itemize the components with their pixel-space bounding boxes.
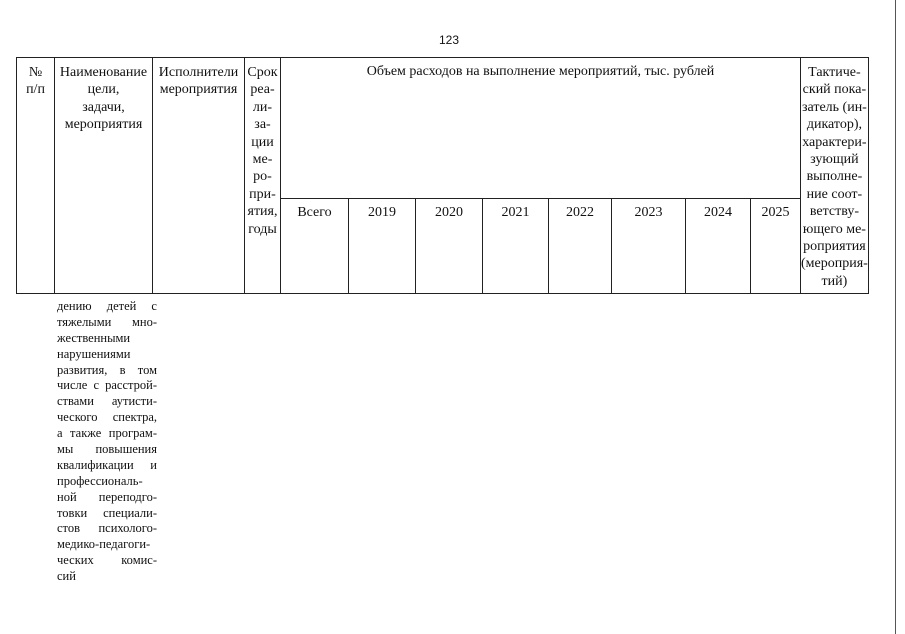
text-line: а также програм- (57, 426, 157, 441)
text-line: ческих комис- (57, 553, 157, 568)
col-volume-header: Объем расходов на выполнение мероприятий, тыс. рублей (281, 58, 801, 199)
col-number-header: № п/п (17, 58, 55, 294)
text-line: ной переподго- (57, 489, 157, 504)
text-line: сий (57, 569, 76, 584)
col-indicator-header: Тактиче- ский пока- затель (ин- дикатор), характери- зующий выполне- ние соот- ветству- ющего ме- роприятия (мероприя- тий) (801, 58, 869, 294)
col-executors-header: Исполнители мероприятия (153, 58, 245, 294)
text-line: дению детей с (57, 299, 157, 313)
text-line: квалификации и (57, 457, 157, 472)
year-header-2021: 2021 (483, 199, 549, 294)
text-line: жественными (57, 330, 131, 345)
text-line: стов психолого- (57, 521, 157, 536)
col-name-header: Наименование цели, задачи, мероприятия (55, 58, 153, 294)
text-line: тяжелыми мно- (57, 314, 157, 329)
year-header-2023: 2023 (612, 199, 686, 294)
text-line: товки специали- (57, 505, 157, 520)
page-number: 123 (438, 33, 460, 47)
text-line: ствами аутисти- (57, 394, 157, 409)
page-edge-line (895, 0, 896, 634)
year-header-2019: 2019 (349, 199, 416, 294)
year-header-2025: 2025 (751, 199, 801, 294)
text-line: мы повышения (57, 442, 157, 457)
year-header-total: Всего (281, 199, 349, 294)
text-line: ческого спектра, (57, 410, 157, 425)
year-header-2020: 2020 (416, 199, 483, 294)
text-line: медико-педагоги- (57, 537, 151, 552)
year-header-2022: 2022 (549, 199, 612, 294)
text-line: профессиональ- (57, 473, 143, 488)
text-line: развития, в том (57, 362, 157, 377)
header-table (16, 57, 869, 294)
text-line: нарушениями (57, 346, 131, 361)
continued-measure-text (57, 299, 157, 585)
text-line: числе с расстрой- (57, 378, 157, 393)
col-term-header: Срок реа- ли- за- ции ме- ро- при- ятия, годы (245, 58, 281, 294)
year-header-2024: 2024 (686, 199, 751, 294)
